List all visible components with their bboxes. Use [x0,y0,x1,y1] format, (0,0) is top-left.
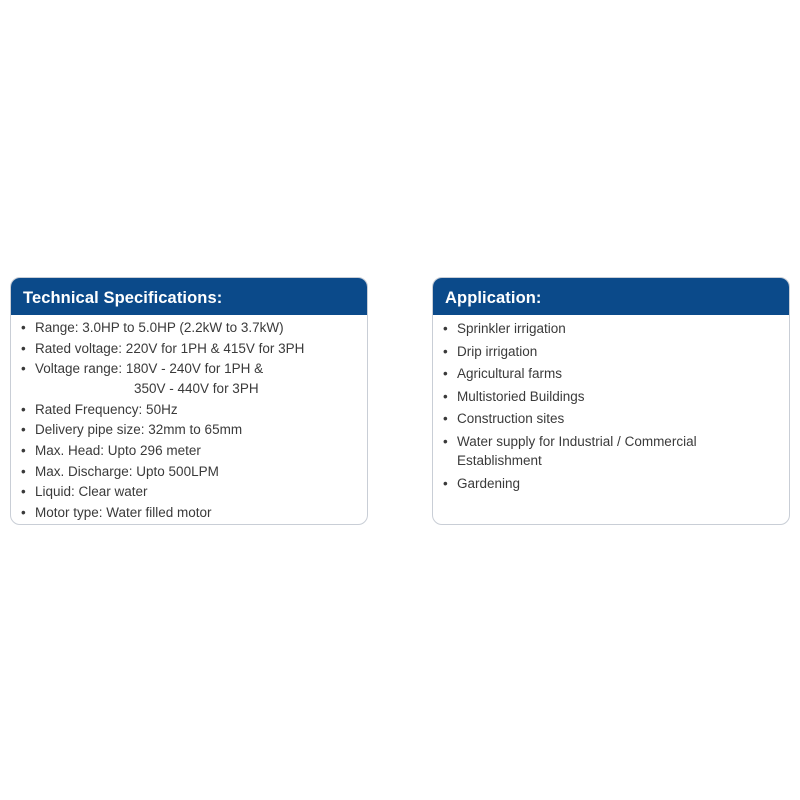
application-item-sprinkler [443,319,779,339]
bullet-icon: • [21,484,26,500]
bullet-icon: • [443,433,448,449]
spec-item-rated-frequency [21,400,357,420]
spec-item-text: Max. Discharge: Upto 500LPM [35,463,219,479]
spec-item-text: Motor type: Water filled motor [35,505,212,520]
application-item-text: Agricultural farms [457,366,563,381]
spec-item-liquid [21,482,357,502]
application-item-text: Drip irrigation [457,343,538,359]
application-item-text: Sprinkler irrigation [457,321,566,336]
spec-item-text-continued: 350V - 440V for 3PH [134,380,259,396]
application-item-water-supply [443,432,779,471]
application-item-text: Construction sites [457,411,565,426]
bullet-icon: • [443,343,448,359]
application-item-buildings [443,387,779,407]
application-item-drip [443,342,779,362]
application-item-construction [443,409,779,429]
spec-item-delivery-pipe-size [21,420,357,440]
technical-specifications-list [11,315,367,523]
spec-item-motor-type [21,503,357,523]
bullet-icon: • [21,361,26,377]
spec-item-text: Rated Frequency: 50Hz [35,401,178,417]
spec-item-rated-voltage [21,339,357,359]
application-item-text: Multistoried Buildings [457,388,585,404]
spec-item-text: Rated voltage: 220V for 1PH & 415V for 3PH [35,340,305,356]
application-item-text-continued: Establishment [457,453,542,468]
spec-item-max-discharge [21,462,357,482]
spec-item-voltage-range [21,359,357,398]
spec-item-text: Max. Head: Upto 296 meter [35,442,201,458]
bullet-icon: • [443,411,448,426]
bullet-icon: • [21,340,26,356]
bullet-icon: • [21,320,26,335]
bullet-icon: • [443,388,448,404]
application-item-agricultural [443,364,779,384]
spec-item-text: Voltage range: 180V - 240V for 1PH & [35,361,264,377]
spec-item-text: Delivery pipe size: 32mm to 65mm [35,422,243,438]
bullet-icon: • [21,401,26,417]
spec-item-text: Liquid: Clear water [35,484,148,500]
technical-specifications-card [10,277,368,525]
application-item-text: Gardening [457,475,521,491]
application-item-gardening [443,474,779,494]
bullet-icon: • [443,366,448,381]
bullet-icon: • [21,463,26,479]
bullet-icon: • [21,442,26,458]
bullet-icon: • [21,422,26,438]
application-title: Application: [433,278,789,315]
application-item-text: Water supply for Industrial / Commercial [457,433,697,449]
application-list [433,315,789,493]
bullet-icon: • [443,475,448,491]
spec-item-range [21,318,357,338]
bullet-icon: • [21,505,26,520]
spec-item-max-head [21,441,357,461]
technical-specifications-title: Technical Specifications: [11,278,367,315]
application-card [432,277,790,525]
spec-item-text: Range: 3.0HP to 5.0HP (2.2kW to 3.7kW) [35,320,284,335]
bullet-icon: • [443,321,448,336]
